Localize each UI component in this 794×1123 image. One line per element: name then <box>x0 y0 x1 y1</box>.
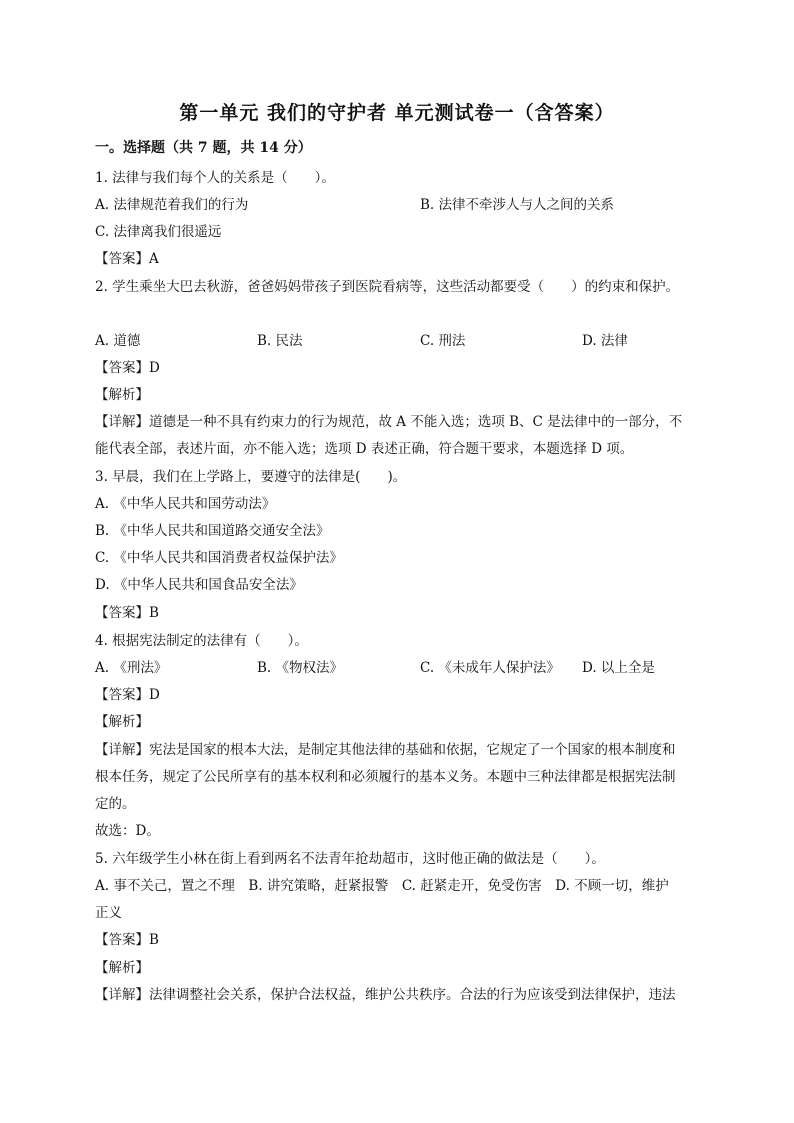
question-3-option-d: D. 《中华人民共和国食品安全法》 <box>95 577 303 593</box>
answer-label: 【答案】 <box>95 251 149 267</box>
question-1-answer <box>95 249 159 269</box>
answer-value: B <box>149 605 159 621</box>
question-4-option-a: A. 《刑法》 <box>95 660 168 676</box>
question-1-stem: 1. 法律与我们每个人的关系是（ ）。 <box>95 170 335 186</box>
question-2-option-a: A. 道德 <box>95 333 141 349</box>
answer-label: 【答案】 <box>95 360 149 376</box>
answer-label: 【答案】 <box>95 687 149 703</box>
question-4-detail-line-3: 定的。 <box>95 796 136 812</box>
answer-value: B <box>149 932 159 948</box>
question-4-detail-line-2: 根本任务，规定了公民所享有的基本权利和必须履行的基本义务。本题中三种法律都是根据宪法制 <box>95 769 676 785</box>
question-4-detail-line-1 <box>95 740 676 760</box>
question-5-detail-line-1 <box>95 985 676 1005</box>
question-2-option-b: B. 民法 <box>257 333 303 349</box>
question-4-analysis-label: 【解析】 <box>95 714 149 730</box>
question-3-stem: 3. 早晨，我们在上学路上，要遵守的法律是( )。 <box>95 469 407 485</box>
answer-label: 【答案】 <box>95 932 149 948</box>
question-4-stem: 4. 根据宪法制定的法律有（ ）。 <box>95 633 308 649</box>
detail-text: 法律调整社会关系，保护合法权益，维护公共秩序。合法的行为应该受到法律保护，违法 <box>149 987 676 1003</box>
question-1-option-b: B. 法律不牵涉人与人之间的关系 <box>420 197 615 213</box>
question-2-detail-line-2: 能代表全部，表述片面，亦不能入选；选项 D 表述正确，符合题干要求，本题选择 D 项。 <box>95 441 634 457</box>
question-5-options-cont: 正义 <box>95 905 122 921</box>
detail-label: 【详解】 <box>95 414 149 430</box>
page-title: 第一单元 我们的守护者 单元测试卷一（含答案） <box>179 102 615 124</box>
answer-value: D <box>149 687 160 703</box>
question-5-analysis-label: 【解析】 <box>95 960 149 976</box>
question-2-answer <box>95 358 160 378</box>
answer-value: D <box>149 360 160 376</box>
question-5-stem: 5. 六年级学生小林在街上看到两名不法青年抢劫超市，这时他正确的做法是（ ）。 <box>95 851 605 867</box>
question-4-answer <box>95 685 160 705</box>
question-2-detail-line-1 <box>95 412 682 432</box>
question-1-option-c: C. 法律离我们很遥远 <box>95 224 222 240</box>
question-1-option-a: A. 法律规范着我们的行为 <box>95 197 249 213</box>
answer-value: A <box>149 251 159 267</box>
question-3-answer <box>95 603 159 623</box>
question-2-analysis-label: 【解析】 <box>95 387 149 403</box>
question-4-option-d: D. 以上全是 <box>582 660 655 676</box>
detail-text: 道德是一种不具有约束力的行为规范，故 A 不能入选；选项 B、C 是法律中的一部分，不 <box>149 414 683 430</box>
question-4-option-c: C. 《未成年人保护法》 <box>420 660 560 676</box>
question-3-option-c: C. 《中华人民共和国消费者权益保护法》 <box>95 550 343 566</box>
question-4-option-b: B. 《物权法》 <box>257 660 344 676</box>
detail-label: 【详解】 <box>95 742 149 758</box>
question-5-options: A. 事不关己，置之不理 B. 讲究策略，赶紧报警 C. 赶紧走开，免受伤害 D. 不顾一切，维护 <box>95 878 669 894</box>
question-5-answer <box>95 930 159 950</box>
section-heading: 一。选择题（共 7 题，共 14 分） <box>95 140 312 156</box>
question-2-option-c: C. 刑法 <box>420 333 466 349</box>
question-2-option-d: D. 法律 <box>582 333 628 349</box>
answer-label: 【答案】 <box>95 605 149 621</box>
question-3-option-b: B. 《中华人民共和国道路交通安全法》 <box>95 523 330 539</box>
detail-label: 【详解】 <box>95 987 149 1003</box>
question-3-option-a: A. 《中华人民共和国劳动法》 <box>95 496 276 512</box>
detail-text: 宪法是国家的根本大法，是制定其他法律的基础和依据，它规定了一个国家的根本制度和 <box>149 742 676 758</box>
question-4-conclusion: 故选：D。 <box>95 823 160 839</box>
question-2-stem: 2. 学生乘坐大巴去秋游，爸爸妈妈带孩子到医院看病等，这些活动都要受（ ）的约束和保护。 <box>95 279 680 295</box>
